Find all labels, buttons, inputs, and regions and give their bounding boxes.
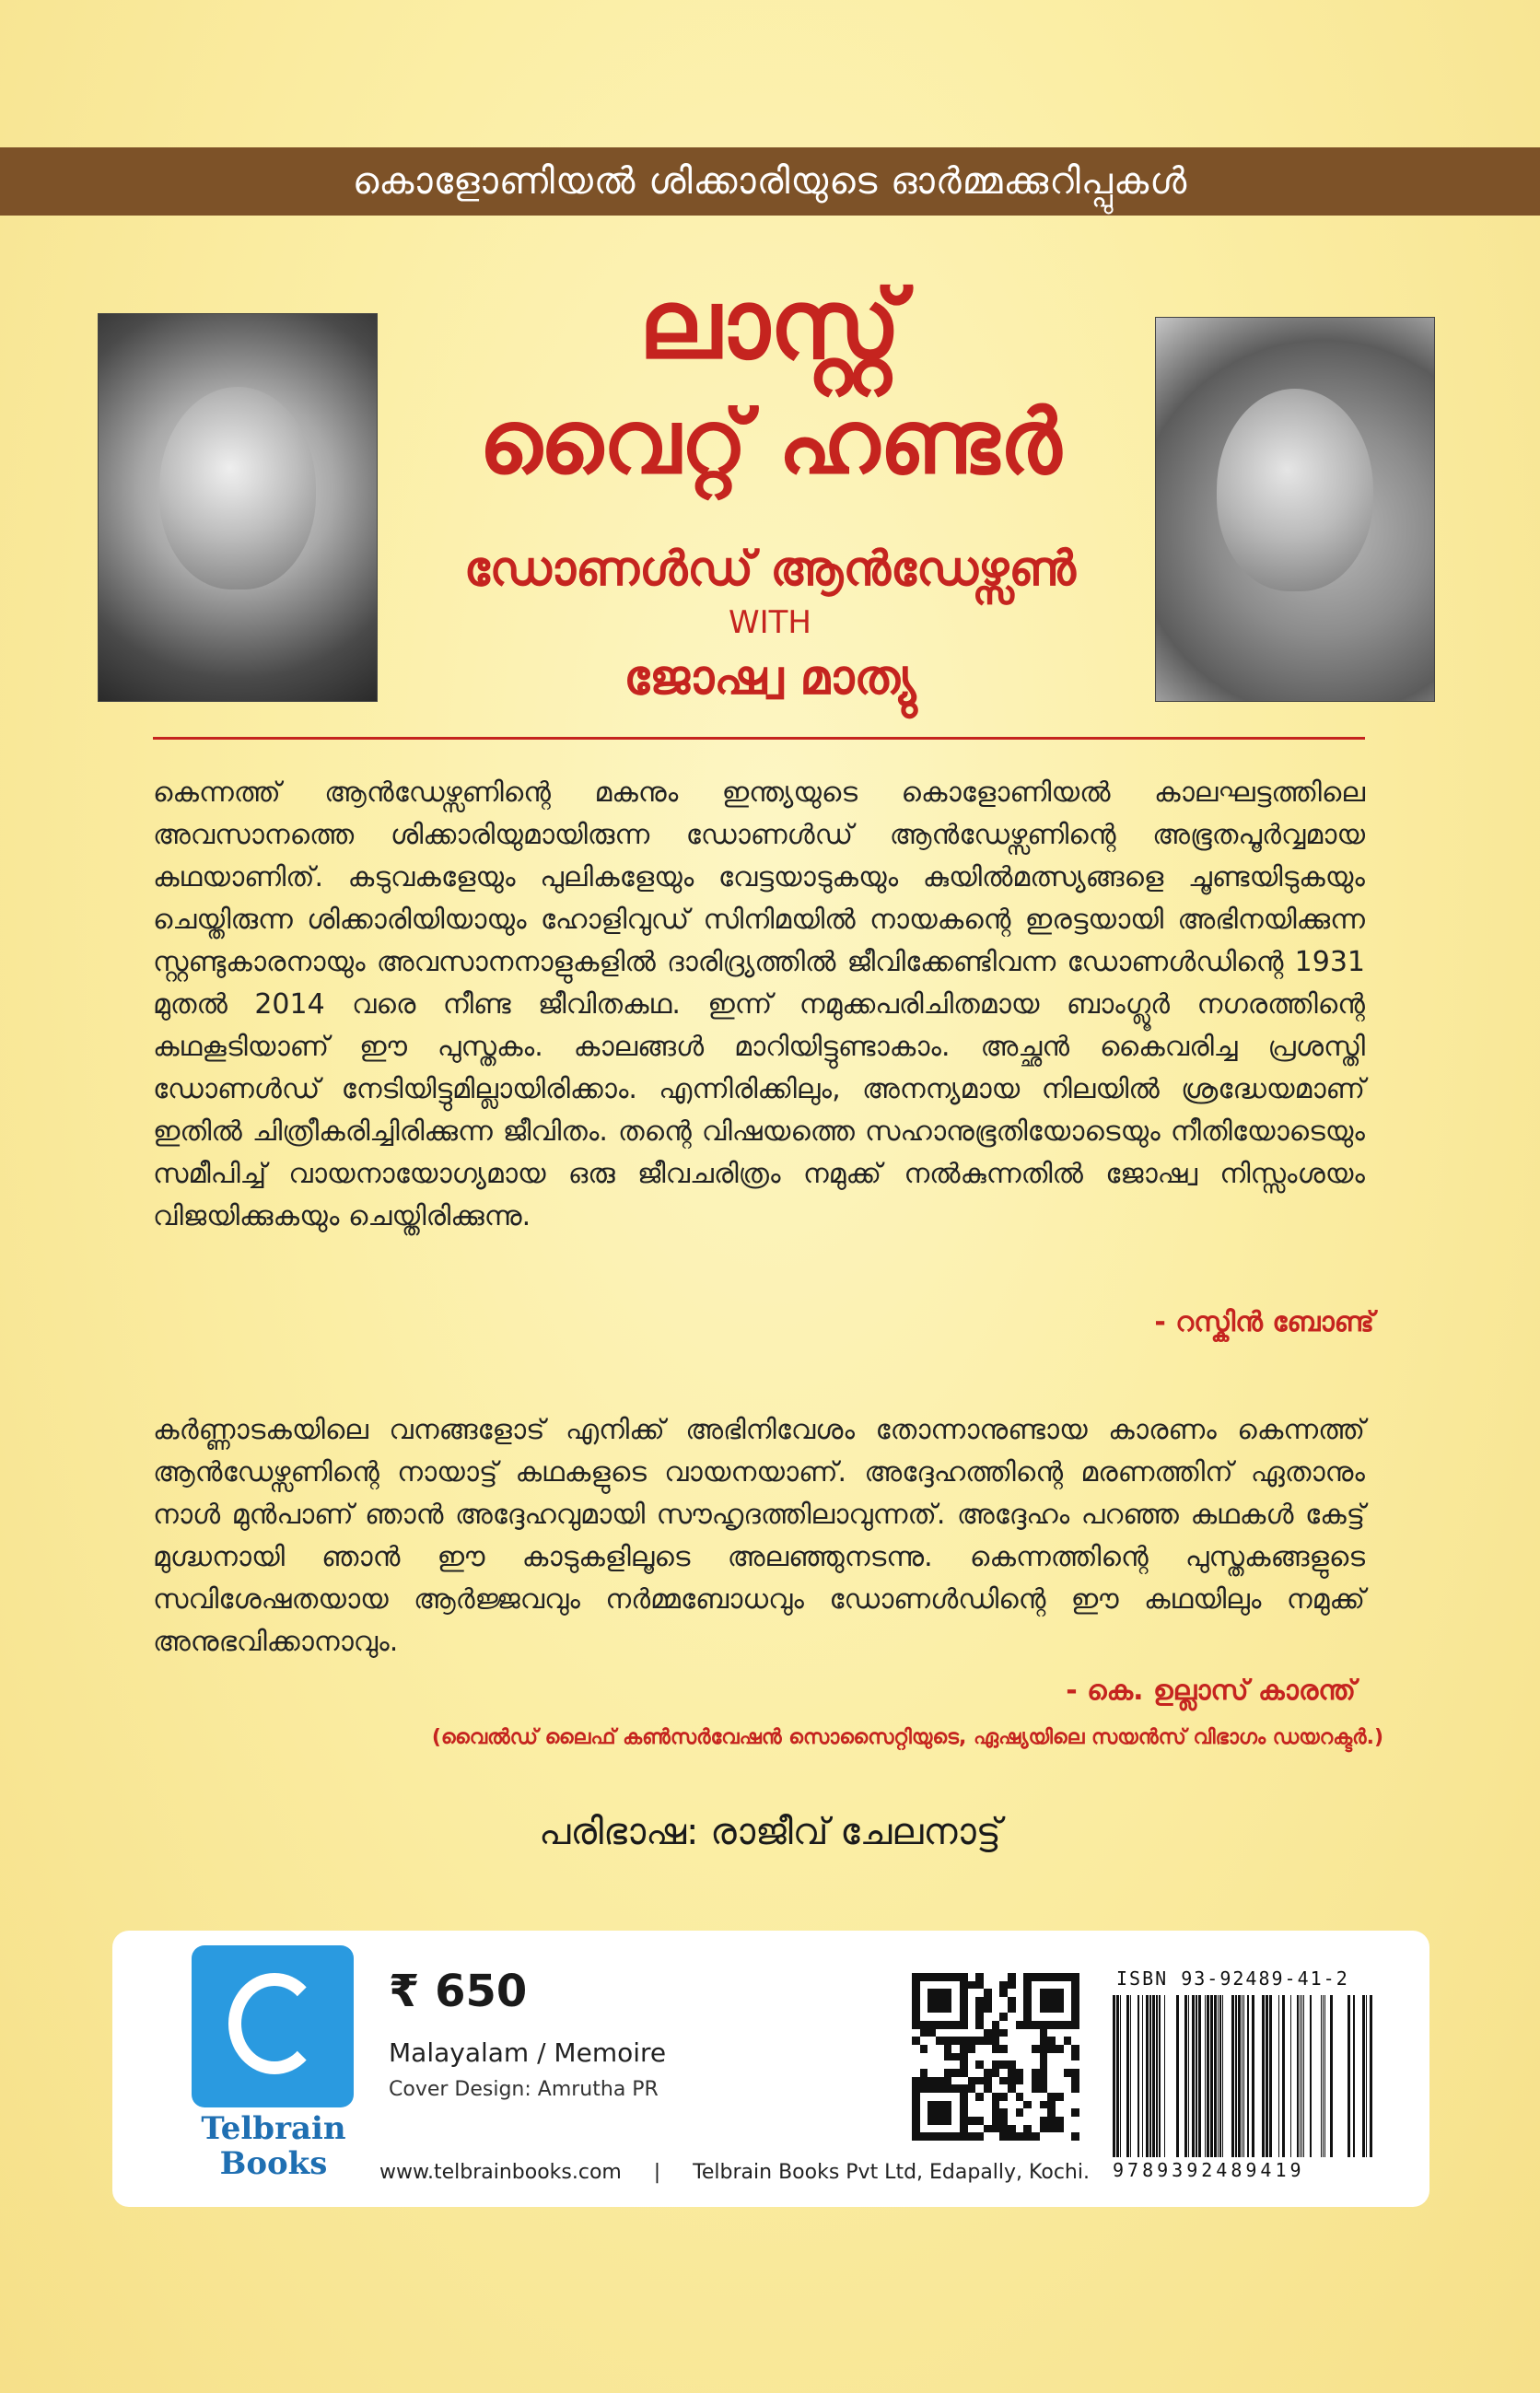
author-secondary: ജോഷ്വ മാത്യു <box>624 650 916 706</box>
book-title-line-1: ലാസ്റ്റ് <box>638 267 902 380</box>
publisher-contact-line: www.telbrainbooks.com | Telbrain Books Pvt Ltd, Edapally, Kochi. <box>379 2161 1090 2184</box>
cover-design-credit: Cover Design: Amrutha PR <box>389 2078 659 2101</box>
review-text-2: കർണ്ണാടകയിലെ വനങ്ങളോട് എനിക്ക് അഭിനിവേശം തോന്നാനുണ്ടായ കാരണം കെന്നത്ത് ആൻഡേഴ്സണിന്റെ നായാട്ട് കഥകളുടെ വായനയാണ്. അദ്ദേഹത്തിന്റെ മരണത്തിന് ഏതാനും നാൾ മുൻപാണ് ഞാൻ അദ്ദേഹവുമായി സൗഹൃദത്തിലാവുന്നത്. അദ്ദേഹം പറഞ്ഞ കഥകൾ കേട്ട് മുഗ്ദ്ധനായി ഞാൻ ഈ കാടുകളിലൂടെ അലഞ്ഞുനടന്നു. കെന്നത്തിന്റെ പുസ്തകങ്ങളുടെ സവിശേഷതയായ ആർജ്ജവവും നർമ്മബോധവും ഡോണൾഡിന്റെ ഈ കഥയിലും നമുക്ക് അനുഭവിക്കാനാവും. <box>153 1414 1365 1658</box>
genre: Malayalam / Memoire <box>389 2037 667 2068</box>
bird-swoosh-icon <box>228 1973 321 2074</box>
section-divider <box>153 737 1365 740</box>
series-tagline-bar <box>0 147 1540 216</box>
author-with: WITH <box>729 604 811 641</box>
review-attribution-2: - കെ. ഉല്ലാസ് കാരന്ത് <box>1066 1675 1356 1707</box>
publisher-logo <box>192 1945 354 2107</box>
barcode-icon <box>1111 1995 1376 2157</box>
isbn-label: ISBN 93-92489-41-2 <box>1116 1967 1349 1990</box>
qr-code-icon <box>912 1973 1079 2141</box>
barcode-digits: 9789392489419 <box>1113 2159 1305 2181</box>
publisher-logo-text: Telbrain Books <box>201 2110 346 2182</box>
author-primary: ഡോണൾഡ് ആൻഡേഴ്സൺ <box>463 542 1077 597</box>
review-attribution-1: - റസ്കിൻ ബോണ്ട് <box>1154 1306 1374 1338</box>
publisher-footer <box>112 1931 1429 2207</box>
translator-credit: പരിഭാഷ: രാജീവ് ചേലനാട്ട് <box>539 1811 1001 1853</box>
review-text-1: കെന്നത്ത് ആൻഡേഴ്സണിന്റെ മകനും ഇന്ത്യയുടെ കൊളോണിയൽ കാലഘട്ടത്തിലെ അവസാനത്തെ ശിക്കാരിയുമായിരുന്ന ഡോണൾഡ് ആൻഡേഴ്സണിന്റെ അഭൂതപൂർവ്വമായ കഥയാണിത്. കടുവകളേയും പുലികളേയും വേട്ടയാടുകയും കുയിൽമത്സ്യങ്ങളെ ചൂണ്ടയിടുകയും ചെയ്തിരുന്ന ശിക്കാരിയിയായും ഹോളിവുഡ് സിനിമയിൽ നായകന്റെ ഇരട്ടയായി അഭിനയിക്കുന്ന സ്റ്റണ്ടുകാരനായും അവസാനനാളുകളിൽ ദാരിദ്ര്യത്തിൽ ജീവിക്കേണ്ടിവന്ന ഡോണൾഡിന്റെ 1931 മുതൽ 2014 വരെ നീണ്ട ജീവിതകഥ. ഇന്ന് നമുക്കപരിചിതമായ ബാംഗ്ലൂർ നഗരത്തിന്റെ കഥകൂടിയാണ് ഈ പുസ്തകം. കാലങ്ങൾ മാറിയിട്ടുണ്ടാകാം. അച്ഛൻ കൈവരിച്ച പ്രശസ്തി ഡോണൾഡ് നേടിയിട്ടുമില്ലായിരിക്കാം. എന്നിരിക്കിലും, അനന്യമായ നിലയിൽ ശ്രദ്ധേയമാണ് ഇതിൽ ചിത്രീകരിച്ചിരിക്കുന്ന ജീവിതം. തന്റെ വിഷയത്തെ സഹാനുഭൂതിയോടെയും നീതിയോടെയും സമീപിച്ച് വായനായോഗ്യമായ ഒരു ജീവചരിത്രം നമുക്ക് നൽകുന്നതിൽ ജോഷ്വ നിസ്സംശയം വിജയിക്കുകയും ചെയ്തിരിക്കുന്നു. <box>153 776 1365 1232</box>
book-title-line-2: വൈറ്റ് ഹണ്ടർ <box>478 390 1062 494</box>
series-tagline: കൊളോണിയൽ ശിക്കാരിയുടെ ഓർമ്മക്കുറിപ്പുകൾ <box>352 160 1188 203</box>
price: ₹ 650 <box>389 1966 528 2017</box>
review-attribution-note: (വൈൽഡ് ലൈഫ് കൺസർവേഷൻ സൊസൈറ്റിയുടെ, ഏഷ്യയിലെ സയൻസ് വിഭാഗം ഡയറക്ടർ.) <box>431 1726 1383 1749</box>
